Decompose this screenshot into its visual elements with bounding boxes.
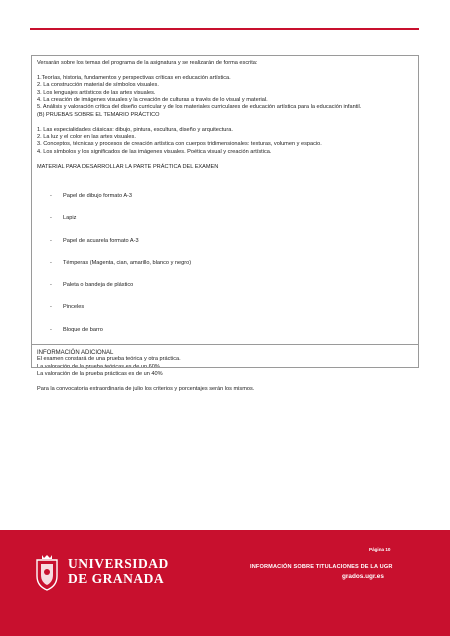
footer-banner	[0, 530, 450, 636]
practical-topic: 1. Las especialidades clásicas: dibujo, pintura, escultura, diseño y arquitectura.	[37, 126, 233, 133]
page-number: Página 10	[369, 547, 391, 552]
header-rule	[30, 28, 419, 30]
theory-topic: 3. Los lenguajes artísticos de las artes visuales.	[37, 89, 156, 96]
material-heading: MATERIAL PARA DESARROLLAR LA PARTE PRÁCTICA DEL EXAMEN	[37, 163, 219, 170]
theory-topic: 2. La construcción material de símbolos visuales.	[37, 82, 159, 89]
list-item: - Paleta o bandeja de plástico	[63, 282, 413, 289]
additional-info-box	[31, 345, 419, 368]
list-item: - Papel de dibujo formato A-3	[63, 193, 413, 200]
materials-list	[37, 178, 413, 348]
theory-topic: 5. Análisis y valoración crítica del diseño curricular y de los materiales curriculares de educación artística para la educación infantil.	[37, 104, 362, 111]
theory-topic: 1.Teorías, historia, fundamentos y perspectivas críticas en educación artística.	[37, 74, 231, 81]
university-name-line2: DE GRANADA	[68, 571, 165, 586]
practical-topic: 4. Los símbolos y los significados de las imágenes visuales. Poética visual y creación artística.	[37, 148, 272, 155]
intro-text: Versarán sobre los temas del programa de la asignatura y se realizarán de forma escrita:	[37, 60, 258, 66]
practical-heading: (B) PRUEBAS SOBRE EL TEMARIO PRÁCTICO	[37, 111, 160, 118]
exam-line: El examen constará de una prueba teórica y otra práctica.	[37, 356, 181, 363]
list-item: - Pinceles	[63, 304, 413, 311]
additional-info-title: INFORMACIÓN ADICIONAL	[37, 350, 114, 356]
grados-link[interactable]: grados.ugr.es	[342, 573, 384, 580]
practical-topic: 3. Conceptos, técnicas y procesos de creación artística con cuerpos tridimensionales: texturas, volumen y espacio.	[37, 141, 322, 148]
list-item: - Témperas (Magenta, cian, amarillo, blanco y negro)	[63, 260, 413, 267]
titulaciones-info: INFORMACIÓN SOBRE TITULACIONES DE LA UGR	[250, 564, 393, 570]
theory-topic: 4. La creación de imágenes visuales y la creación de culturas a través de lo visual y material.	[37, 97, 268, 104]
exam-line: La valoración de la prueba prácticas es de un 40%	[37, 370, 163, 377]
list-item: - Bloque de barro	[63, 327, 413, 334]
extraordinary-text: Para la convocatoria extraordinaria de julio los criterios y porcentajes serán los mismos.	[37, 385, 255, 392]
list-item: - Lapiz	[63, 215, 413, 222]
practical-topic: 2. La luz y el color en las artes visuales.	[37, 134, 136, 141]
university-name-line1: UNIVERSIDAD	[68, 556, 169, 571]
exam-line: La valoración de la prueba teóricas es de un 60%	[37, 363, 160, 370]
university-crest-icon	[34, 554, 60, 592]
list-item: - Papel de acuarela formato A-3	[63, 238, 413, 245]
